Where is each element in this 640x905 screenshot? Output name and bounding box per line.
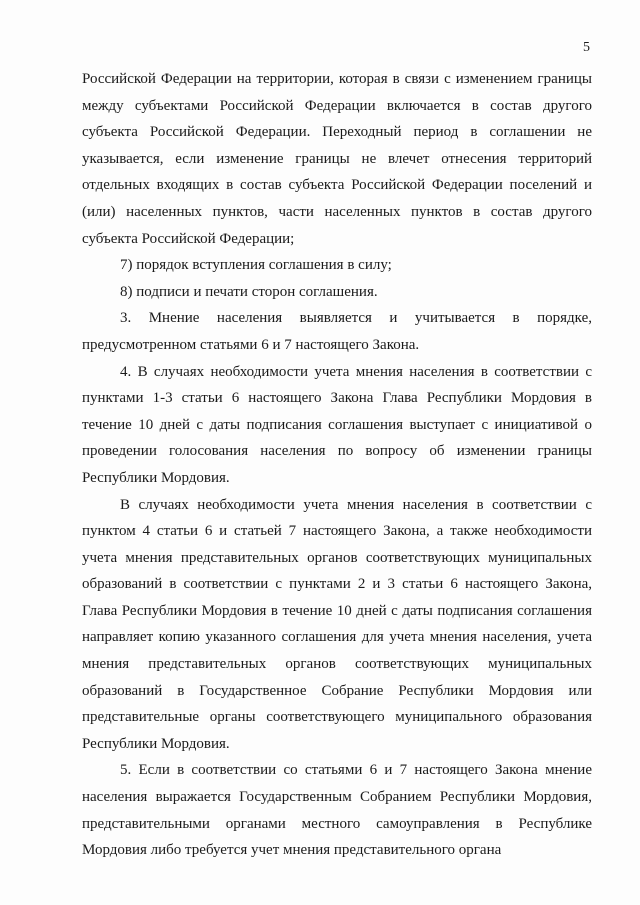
- paragraph-clause-3: 3. Мнение населения выявляется и учитывается в порядке, предусмотренном статьями 6 и 7 настоящего Закона.: [82, 310, 592, 353]
- paragraph-clause-4: 4. В случаях необходимости учета мнения населения в соответствии с пунктами 1-3 статьи 6 настоящего Закона Глава Республики Мордовия в течение 10 дней с даты подписания соглашения выступает с инициативой о проведении голосования населения по вопросу об изменении границы Республики Мордовия.: [82, 363, 592, 486]
- page-number: 5: [583, 40, 590, 55]
- paragraph-continuation: Российской Федерации на территории, которая в связи с изменением границы между субъектами Российской Федерации включается в состав другого субъекта Российской Федерации. Переходный период в соглашении не указывается, если изменение границы не влечет отнесения территорий отдельных входящих в состав субъекта Российской Федерации поселений и (или) населенных пунктов, части населенных пунктов в состав другого субъекта Российской Федерации;: [82, 71, 592, 247]
- paragraph-item-7: 7) порядок вступления соглашения в силу;: [120, 257, 392, 274]
- paragraph-clause-4-cont: В случаях необходимости учета мнения населения в соответствии с пунктом 4 статьи 6 и статьей 7 настоящего Закона, а также необходимости учета мнения представительных органов соответствующих муниципальных образований в соответствии с пунктами 2 и 3 статьи 6 настоящего Закона, Глава Республики Мордовия в течение 10 дней с даты подписания соглашения направляет копию указанного соглашения для учета мнения населения, учета мнения представительных органов соответствующих муниципальных образований в Государственное Собрание Республики Мордовия или представительные органы соответствующего муниципального образования Республики Мордовия.: [82, 496, 592, 752]
- paragraph-clause-5: 5. Если в соответствии со статьями 6 и 7 настоящего Закона мнение населения выражается Государственным Собранием Республики Мордовия, представительными органами местного самоуправления в Республике Мордовия либо требуется учет мнения представительного органа: [82, 762, 592, 859]
- document-body: [82, 66, 592, 864]
- paragraph-item-8: 8) подписи и печати сторон соглашения.: [120, 283, 378, 300]
